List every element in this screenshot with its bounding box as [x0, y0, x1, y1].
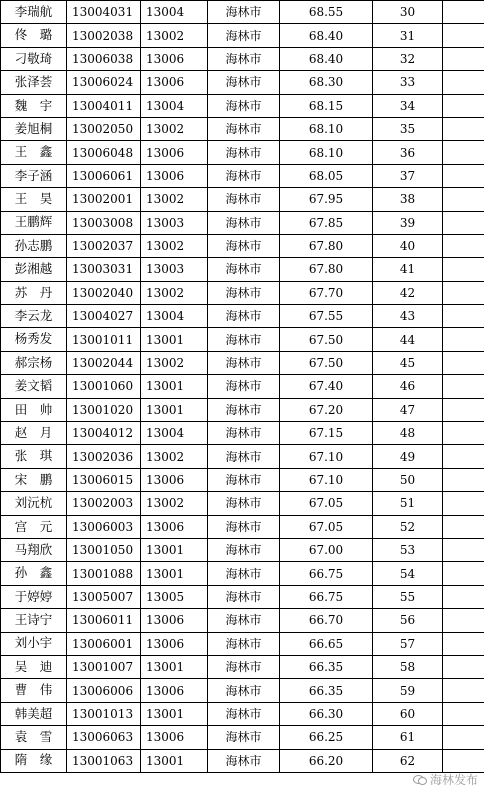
- position-code-cell: 13006: [141, 609, 208, 632]
- rank-cell: 48: [373, 422, 443, 445]
- candidate-name-cell: 赵 月: [1, 422, 67, 445]
- city-cell: 海林市: [208, 117, 280, 140]
- exam-number-cell: 13002003: [67, 492, 141, 515]
- blank-cell: [443, 328, 484, 351]
- position-code-cell: 13003: [141, 211, 208, 234]
- city-cell: 海林市: [208, 679, 280, 702]
- candidate-name-cell: 杨秀发: [1, 328, 67, 351]
- city-cell: 海林市: [208, 398, 280, 421]
- score-cell: 67.85: [280, 211, 373, 234]
- rank-cell: 30: [373, 1, 443, 24]
- candidate-name-cell: 姜文韬: [1, 375, 67, 398]
- blank-cell: [443, 258, 484, 281]
- blank-cell: [443, 655, 484, 678]
- table-row: [1, 117, 484, 140]
- rank-cell: 52: [373, 515, 443, 538]
- candidate-name-cell: 郝宗杨: [1, 351, 67, 374]
- blank-cell: [443, 702, 484, 725]
- exam-number-cell: 13006061: [67, 164, 141, 187]
- exam-number-cell: 13001020: [67, 398, 141, 421]
- table-row: [1, 445, 484, 468]
- blank-cell: [443, 538, 484, 561]
- position-code-cell: 13006: [141, 726, 208, 749]
- blank-cell: [443, 164, 484, 187]
- exam-number-cell: 13006024: [67, 71, 141, 94]
- watermark: [413, 771, 478, 788]
- blank-cell: [443, 188, 484, 211]
- score-cell: 67.80: [280, 258, 373, 281]
- table-row: [1, 702, 484, 725]
- exam-number-cell: 13005007: [67, 585, 141, 608]
- table-row: [1, 71, 484, 94]
- candidate-name-cell: 孙 鑫: [1, 562, 67, 585]
- rank-cell: 31: [373, 24, 443, 47]
- position-code-cell: 13006: [141, 47, 208, 70]
- blank-cell: [443, 71, 484, 94]
- table-row: [1, 375, 484, 398]
- city-cell: 海林市: [208, 538, 280, 561]
- rank-cell: 53: [373, 538, 443, 561]
- exam-number-cell: 13002040: [67, 281, 141, 304]
- score-cell: 66.35: [280, 679, 373, 702]
- candidate-name-cell: 隋 缘: [1, 749, 67, 772]
- position-code-cell: 13006: [141, 468, 208, 491]
- exam-number-cell: 13002044: [67, 351, 141, 374]
- blank-cell: [443, 492, 484, 515]
- score-cell: 67.80: [280, 234, 373, 257]
- position-code-cell: 13002: [141, 117, 208, 140]
- rank-cell: 49: [373, 445, 443, 468]
- position-code-cell: 13004: [141, 422, 208, 445]
- rank-cell: 32: [373, 47, 443, 70]
- candidate-name-cell: 刘小宇: [1, 632, 67, 655]
- city-cell: 海林市: [208, 445, 280, 468]
- candidate-name-cell: 魏 宇: [1, 94, 67, 117]
- table-row: [1, 305, 484, 328]
- rank-cell: 54: [373, 562, 443, 585]
- candidate-name-cell: 孙志鹏: [1, 234, 67, 257]
- exam-number-cell: 13006063: [67, 726, 141, 749]
- position-code-cell: 13002: [141, 445, 208, 468]
- city-cell: 海林市: [208, 24, 280, 47]
- score-cell: 68.40: [280, 47, 373, 70]
- table-row: [1, 655, 484, 678]
- exam-number-cell: 13006038: [67, 47, 141, 70]
- rank-cell: 36: [373, 141, 443, 164]
- blank-cell: [443, 679, 484, 702]
- exam-number-cell: 13006011: [67, 609, 141, 632]
- position-code-cell: 13001: [141, 328, 208, 351]
- exam-number-cell: 13004012: [67, 422, 141, 445]
- city-cell: 海林市: [208, 655, 280, 678]
- table-row: [1, 281, 484, 304]
- exam-number-cell: 13001007: [67, 655, 141, 678]
- candidate-name-cell: 佟 璐: [1, 24, 67, 47]
- candidate-name-cell: 王 鑫: [1, 141, 67, 164]
- city-cell: 海林市: [208, 632, 280, 655]
- city-cell: 海林市: [208, 422, 280, 445]
- table-row: [1, 164, 484, 187]
- position-code-cell: 13002: [141, 281, 208, 304]
- exam-number-cell: 13004027: [67, 305, 141, 328]
- candidate-name-cell: 李云龙: [1, 305, 67, 328]
- score-cell: 67.15: [280, 422, 373, 445]
- city-cell: 海林市: [208, 188, 280, 211]
- exam-number-cell: 13006003: [67, 515, 141, 538]
- candidate-name-cell: 韩美超: [1, 702, 67, 725]
- blank-cell: [443, 726, 484, 749]
- rank-cell: 58: [373, 655, 443, 678]
- blank-cell: [443, 468, 484, 491]
- city-cell: 海林市: [208, 375, 280, 398]
- rank-cell: 62: [373, 749, 443, 772]
- blank-cell: [443, 632, 484, 655]
- table-row: [1, 749, 484, 772]
- score-cell: 67.50: [280, 328, 373, 351]
- score-cell: 68.30: [280, 71, 373, 94]
- score-cell: 67.05: [280, 492, 373, 515]
- position-code-cell: 13004: [141, 305, 208, 328]
- score-cell: 67.10: [280, 468, 373, 491]
- position-code-cell: 13003: [141, 258, 208, 281]
- position-code-cell: 13002: [141, 492, 208, 515]
- exam-number-cell: 13001050: [67, 538, 141, 561]
- city-cell: 海林市: [208, 94, 280, 117]
- city-cell: 海林市: [208, 281, 280, 304]
- blank-cell: [443, 422, 484, 445]
- score-cell: 68.05: [280, 164, 373, 187]
- city-cell: 海林市: [208, 328, 280, 351]
- candidate-name-cell: 曹 伟: [1, 679, 67, 702]
- blank-cell: [443, 305, 484, 328]
- table-row: [1, 422, 484, 445]
- exam-number-cell: 13003008: [67, 211, 141, 234]
- blank-cell: [443, 375, 484, 398]
- city-cell: 海林市: [208, 702, 280, 725]
- blank-cell: [443, 351, 484, 374]
- exam-number-cell: 13002001: [67, 188, 141, 211]
- position-code-cell: 13001: [141, 749, 208, 772]
- score-cell: 68.10: [280, 117, 373, 140]
- position-code-cell: 13001: [141, 655, 208, 678]
- candidate-name-cell: 于婷婷: [1, 585, 67, 608]
- candidate-name-cell: 王 昊: [1, 188, 67, 211]
- candidate-name-cell: 袁 雪: [1, 726, 67, 749]
- rank-cell: 43: [373, 305, 443, 328]
- city-cell: 海林市: [208, 141, 280, 164]
- city-cell: 海林市: [208, 726, 280, 749]
- score-cell: 68.55: [280, 1, 373, 24]
- rank-cell: 41: [373, 258, 443, 281]
- position-code-cell: 13002: [141, 188, 208, 211]
- city-cell: 海林市: [208, 351, 280, 374]
- candidate-name-cell: 田 帅: [1, 398, 67, 421]
- position-code-cell: 13006: [141, 515, 208, 538]
- table-row: [1, 468, 484, 491]
- wechat-icon: [413, 774, 427, 785]
- city-cell: 海林市: [208, 515, 280, 538]
- blank-cell: [443, 94, 484, 117]
- exam-number-cell: 13003031: [67, 258, 141, 281]
- rank-cell: 37: [373, 164, 443, 187]
- blank-cell: [443, 141, 484, 164]
- city-cell: 海林市: [208, 1, 280, 24]
- score-cell: 67.50: [280, 351, 373, 374]
- exam-number-cell: 13002038: [67, 24, 141, 47]
- table-row: [1, 609, 484, 632]
- rank-cell: 38: [373, 188, 443, 211]
- rank-cell: 40: [373, 234, 443, 257]
- candidate-name-cell: 张 琪: [1, 445, 67, 468]
- score-cell: 66.75: [280, 562, 373, 585]
- candidate-name-cell: 李子涵: [1, 164, 67, 187]
- exam-number-cell: 13004011: [67, 94, 141, 117]
- score-cell: 68.10: [280, 141, 373, 164]
- rank-cell: 61: [373, 726, 443, 749]
- exam-number-cell: 13006048: [67, 141, 141, 164]
- table-row: [1, 211, 484, 234]
- rank-cell: 47: [373, 398, 443, 421]
- table-row: [1, 726, 484, 749]
- score-cell: 67.70: [280, 281, 373, 304]
- candidate-name-cell: 宋 鹏: [1, 468, 67, 491]
- exam-number-cell: 13006001: [67, 632, 141, 655]
- blank-cell: [443, 281, 484, 304]
- rank-cell: 60: [373, 702, 443, 725]
- position-code-cell: 13006: [141, 679, 208, 702]
- rank-cell: 42: [373, 281, 443, 304]
- position-code-cell: 13001: [141, 702, 208, 725]
- candidate-name-cell: 彭湘越: [1, 258, 67, 281]
- table-row: [1, 538, 484, 561]
- candidate-name-cell: 张泽荟: [1, 71, 67, 94]
- blank-cell: [443, 398, 484, 421]
- candidate-name-cell: 王鹏辉: [1, 211, 67, 234]
- score-cell: 67.10: [280, 445, 373, 468]
- position-code-cell: 13001: [141, 398, 208, 421]
- rank-cell: 51: [373, 492, 443, 515]
- exam-number-cell: 13004031: [67, 1, 141, 24]
- rank-cell: 57: [373, 632, 443, 655]
- candidate-name-cell: 王诗宁: [1, 609, 67, 632]
- table-row: [1, 47, 484, 70]
- exam-number-cell: 13002037: [67, 234, 141, 257]
- rank-cell: 55: [373, 585, 443, 608]
- score-cell: 67.40: [280, 375, 373, 398]
- rank-cell: 50: [373, 468, 443, 491]
- city-cell: 海林市: [208, 258, 280, 281]
- blank-cell: [443, 211, 484, 234]
- score-cell: 66.30: [280, 702, 373, 725]
- exam-number-cell: 13001063: [67, 749, 141, 772]
- candidate-name-cell: 马翔欣: [1, 538, 67, 561]
- candidate-name-cell: 刘沅杭: [1, 492, 67, 515]
- position-code-cell: 13002: [141, 24, 208, 47]
- blank-cell: [443, 234, 484, 257]
- score-cell: 66.35: [280, 655, 373, 678]
- exam-number-cell: 13002050: [67, 117, 141, 140]
- score-cell: 67.95: [280, 188, 373, 211]
- rank-cell: 59: [373, 679, 443, 702]
- candidate-name-cell: 苏 丹: [1, 281, 67, 304]
- position-code-cell: 13001: [141, 562, 208, 585]
- city-cell: 海林市: [208, 164, 280, 187]
- rank-cell: 45: [373, 351, 443, 374]
- table-row: [1, 398, 484, 421]
- exam-number-cell: 13001011: [67, 328, 141, 351]
- rank-cell: 34: [373, 94, 443, 117]
- candidate-name-cell: 宫 元: [1, 515, 67, 538]
- score-cell: 66.75: [280, 585, 373, 608]
- city-cell: 海林市: [208, 585, 280, 608]
- score-cell: 68.15: [280, 94, 373, 117]
- city-cell: 海林市: [208, 305, 280, 328]
- rank-cell: 33: [373, 71, 443, 94]
- table-row: [1, 234, 484, 257]
- position-code-cell: 13006: [141, 141, 208, 164]
- blank-cell: [443, 47, 484, 70]
- rank-cell: 44: [373, 328, 443, 351]
- city-cell: 海林市: [208, 468, 280, 491]
- position-code-cell: 13002: [141, 351, 208, 374]
- position-code-cell: 13005: [141, 585, 208, 608]
- table-row: [1, 492, 484, 515]
- exam-number-cell: 13001013: [67, 702, 141, 725]
- city-cell: 海林市: [208, 562, 280, 585]
- score-cell: 66.25: [280, 726, 373, 749]
- exam-number-cell: 13006006: [67, 679, 141, 702]
- table-row: [1, 141, 484, 164]
- score-cell: 68.40: [280, 24, 373, 47]
- candidate-name-cell: 李瑞航: [1, 1, 67, 24]
- table-row: [1, 351, 484, 374]
- results-table-body: [1, 1, 484, 773]
- position-code-cell: 13001: [141, 375, 208, 398]
- table-row: [1, 515, 484, 538]
- blank-cell: [443, 24, 484, 47]
- table-row: [1, 188, 484, 211]
- candidate-name-cell: 刁敬琦: [1, 47, 67, 70]
- blank-cell: [443, 117, 484, 140]
- table-row: [1, 562, 484, 585]
- table-row: [1, 24, 484, 47]
- city-cell: 海林市: [208, 47, 280, 70]
- city-cell: 海林市: [208, 609, 280, 632]
- exam-number-cell: 13001088: [67, 562, 141, 585]
- exam-number-cell: 13002036: [67, 445, 141, 468]
- position-code-cell: 13001: [141, 538, 208, 561]
- rank-cell: 35: [373, 117, 443, 140]
- score-cell: 66.20: [280, 749, 373, 772]
- blank-cell: [443, 609, 484, 632]
- position-code-cell: 13006: [141, 164, 208, 187]
- watermark-text: 海林发布: [429, 773, 478, 787]
- blank-cell: [443, 445, 484, 468]
- rank-cell: 56: [373, 609, 443, 632]
- blank-cell: [443, 749, 484, 772]
- table-row: [1, 1, 484, 24]
- score-cell: 67.05: [280, 515, 373, 538]
- score-cell: 67.20: [280, 398, 373, 421]
- blank-cell: [443, 515, 484, 538]
- table-row: [1, 258, 484, 281]
- table-row: [1, 585, 484, 608]
- table-row: [1, 328, 484, 351]
- city-cell: 海林市: [208, 234, 280, 257]
- position-code-cell: 13004: [141, 1, 208, 24]
- position-code-cell: 13006: [141, 632, 208, 655]
- city-cell: 海林市: [208, 749, 280, 772]
- score-cell: 67.55: [280, 305, 373, 328]
- score-cell: 66.70: [280, 609, 373, 632]
- blank-cell: [443, 585, 484, 608]
- city-cell: 海林市: [208, 211, 280, 234]
- position-code-cell: 13006: [141, 71, 208, 94]
- blank-cell: [443, 562, 484, 585]
- score-cell: 66.65: [280, 632, 373, 655]
- position-code-cell: 13002: [141, 234, 208, 257]
- table-row: [1, 94, 484, 117]
- rank-cell: 46: [373, 375, 443, 398]
- city-cell: 海林市: [208, 492, 280, 515]
- table-row: [1, 632, 484, 655]
- blank-cell: [443, 1, 484, 24]
- city-cell: 海林市: [208, 71, 280, 94]
- candidate-name-cell: 姜旭桐: [1, 117, 67, 140]
- position-code-cell: 13004: [141, 94, 208, 117]
- exam-number-cell: 13001060: [67, 375, 141, 398]
- table-row: [1, 679, 484, 702]
- score-cell: 67.00: [280, 538, 373, 561]
- candidate-name-cell: 吴 迪: [1, 655, 67, 678]
- rank-cell: 39: [373, 211, 443, 234]
- exam-number-cell: 13006015: [67, 468, 141, 491]
